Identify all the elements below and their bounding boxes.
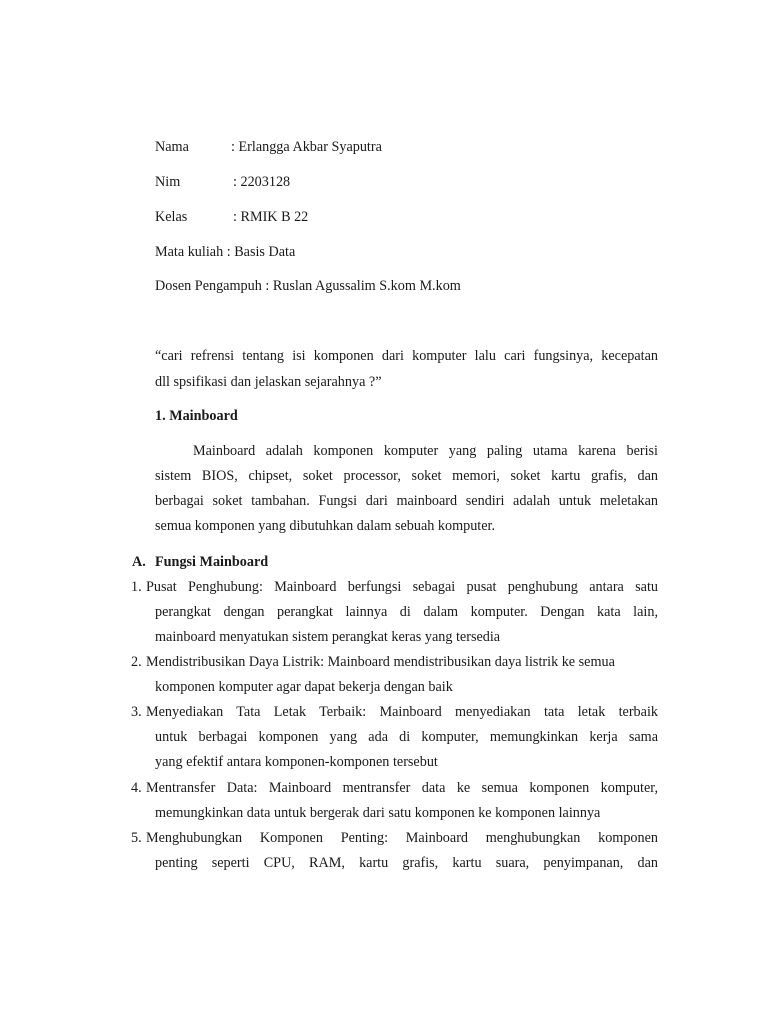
list-item-number: 1. [131,579,142,595]
list-item-number: 4. [131,780,142,796]
list-item-number: 2. [131,654,142,670]
list-item-line: Menyediakan Tata Letak Terbaik: Mainboard menyediakan tata letak terbaik [146,704,658,720]
paragraph-line-1: Mainboard adalah komponen komputer yang paling utama karena berisi [193,443,658,459]
nama-value: : Erlangga Akbar Syaputra [231,139,382,155]
subsection-marker: A. [132,554,146,570]
kelas-label: Kelas [155,209,188,225]
list-item-line: Pusat Penghubung: Mainboard berfungsi sebagai pusat penghubung antara satu [146,579,658,595]
subsection-heading: Fungsi Mainboard [155,554,269,570]
section-heading-mainboard: 1. Mainboard [155,408,238,424]
list-item-number: 3. [131,704,142,720]
list-item-line: mainboard menyatukan sistem perangkat keras yang tersedia [155,629,501,645]
question-line-2: dll spsifikasi dan jelaskan sejarahnya ?” [155,374,382,390]
matkul-line: Mata kuliah : Basis Data [155,244,296,260]
list-item-line: yang efektif antara komponen-komponen tersebut [155,754,438,770]
list-item-line: perangkat dengan perangkat lainnya di dalam komputer. Dengan kata lain, [155,604,658,620]
kelas-value: : RMIK B 22 [233,209,309,225]
list-item-line: komponen komputer agar dapat bekerja dengan baik [155,679,453,695]
list-item-line: Mentransfer Data: Mainboard mentransfer data ke semua komponen komputer, [146,780,658,796]
paragraph-line-2: sistem BIOS, chipset, soket processor, soket memori, soket kartu grafis, dan [155,468,658,484]
list-item-line: memungkinkan data untuk bergerak dari satu komponen ke komponen lainnya [155,805,601,821]
list-item-line: Menghubungkan Komponen Penting: Mainboard menghubungkan komponen [146,830,658,846]
paragraph-line-3: berbagai soket tambahan. Fungsi dari mainboard sendiri adalah untuk meletakan [155,493,658,509]
nim-value: : 2203128 [233,174,291,190]
list-item-line: Mendistribusikan Daya Listrik: Mainboard mendistribusikan daya listrik ke semua [146,654,615,670]
dosen-line: Dosen Pengampuh : Ruslan Agussalim S.kom M.kom [155,278,461,294]
question-line-1: “cari refrensi tentang isi komponen dari komputer lalu cari fungsinya, kecepatan [155,348,658,364]
list-item-number: 5. [131,830,142,846]
list-item-line: penting seperti CPU, RAM, kartu grafis, kartu suara, penyimpanan, dan [155,855,658,871]
nama-label: Nama [155,139,189,155]
nim-label: Nim [155,174,181,190]
paragraph-line-4: semua komponen yang dibutuhkan dalam sebuah komputer. [155,518,496,534]
list-item-line: untuk berbagai komponen yang ada di komputer, memungkinkan kerja sama [155,729,658,745]
